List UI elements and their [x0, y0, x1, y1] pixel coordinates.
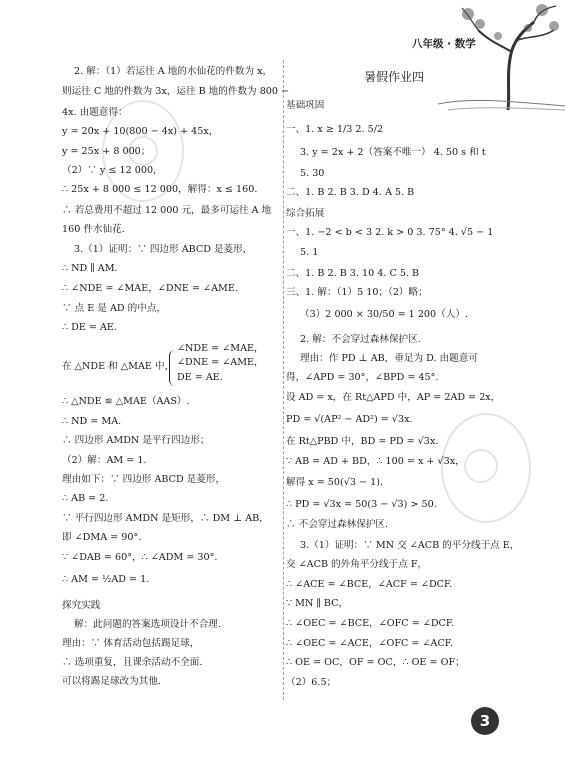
line-l03: 4x. 由题意得：	[62, 107, 128, 118]
line-r29: （2）6.5；	[286, 677, 337, 688]
line-r07: 一、1. −2 < b < 3 2. k > 0 3. 75° 4. √5 − 1	[286, 227, 494, 238]
line-l13: ∵ 点 E 是 AD 的中点，	[62, 303, 167, 314]
page-number-badge: 3	[471, 707, 499, 735]
line-r28: ∴ OE = OC，OF = OC，∴ OE = OF；	[286, 657, 465, 668]
line-l22: ∵ 平行四边形 AMDN 是矩形，∴ DM ⊥ AB，	[62, 513, 269, 524]
line-r24: ∴ ∠ACE = ∠BCE，∠ACF = ∠DCF.	[286, 579, 453, 590]
line-r11: （3）2 000 × 30/50 = 1 200（人）.	[300, 309, 468, 320]
line-l11: ∴ ND ∥ AM.	[62, 263, 118, 274]
line-l09: 160 件水仙花.	[62, 224, 125, 235]
line-r08: 5. 1	[300, 247, 319, 258]
watermark-stamp-right	[436, 408, 536, 528]
line-l29: ∴ 选项重复，且课余活动不全面.	[62, 657, 203, 668]
header-grade-subject: 八年级 · 数学	[412, 38, 476, 50]
line-r21: ∴ 不会穿过森林保护区.	[286, 519, 389, 530]
section-heading-practice: 探究实践	[62, 600, 101, 611]
line-l30: 可以将踢足球改为其他.	[62, 676, 161, 687]
line-r16: PD = √(AP² − AD²) = √3x.	[286, 414, 413, 425]
line-l05: y = 25x + 8 000；	[62, 146, 151, 157]
line-r17: 在 Rt△PBD 中，BD = PD = √3x.	[286, 436, 439, 447]
section-heading-basic: 基础巩固	[286, 100, 325, 111]
line-r20: ∴ PD = √3x = 50(3 − √3) > 50.	[286, 499, 437, 510]
line-l12: ∴ ∠NDE = ∠MAE，∠DNE = ∠AME.	[62, 283, 238, 294]
line-l01: 2. 解：（1）若运往 A 地的水仙花的件数为 x，	[74, 66, 273, 77]
line-r23: 交 ∠ACB 的外角平分线于点 F，	[286, 559, 428, 570]
line-l15c: ∠DNE = ∠AME，	[177, 357, 264, 368]
line-r09: 二、1. B 2. B 3. 10 4. C 5. B	[286, 268, 420, 279]
line-l17: ∴ ND = MA.	[62, 416, 122, 427]
line-l20: 理由如下：∵ 四边形 ABCD 是菱形，	[62, 474, 226, 485]
line-l25: ∴ AM = ½AD = 1.	[62, 574, 150, 585]
line-r03: 3. y = 2x + 2（答案不唯一） 4. 50 s 和 t	[300, 147, 486, 158]
line-r02: 一、1. x ≥ 1/3 2. 5/2	[286, 124, 384, 135]
line-r25: ∵ MN ∥ BC，	[286, 598, 349, 609]
section-heading-extension: 综合拓展	[286, 208, 325, 219]
line-l02: 则运往 C 地的件数为 3x，运往 B 地的件数为 800 −	[62, 86, 290, 97]
line-l19: （2）解：AM = 1.	[62, 455, 147, 466]
line-r10: 三、1. 解：（1）5 10；（2）略；	[286, 287, 428, 298]
line-l04: y = 20x + 10(800 − 4x) + 45x，	[62, 126, 219, 137]
line-l24: ∵ ∠DAB = 60°，∴ ∠ADM = 30°.	[62, 552, 218, 563]
line-r12: 2. 解：不会穿过森林保护区.	[300, 334, 421, 345]
line-l07: ∴ 25x + 8 000 ≤ 12 000，解得：x ≤ 160.	[62, 184, 258, 195]
line-l14: ∴ DE = AE.	[62, 322, 117, 333]
line-r04: 5. 30	[300, 168, 325, 179]
line-r14: 得，∠APD = 30°，∠BPD = 45°.	[286, 372, 439, 383]
line-l27: 解：此问题的答案选项设计不合理.	[74, 619, 221, 630]
line-l06: （2）∵ y ≤ 12 000，	[62, 165, 163, 176]
line-r27: ∴ ∠OEC = ∠ACE，∠OFC = ∠ACF.	[286, 638, 453, 649]
ink-tree-illustration	[438, 0, 565, 112]
line-l28: 理由：∵ 体育活动包括踢足球，	[62, 638, 200, 649]
line-r26: ∴ ∠OEC = ∠BCE，∠OFC = ∠DCF.	[286, 618, 455, 629]
line-r05: 二、1. B 2. B 3. D 4. A 5. B	[286, 187, 415, 198]
line-r13: 理由：作 PD ⊥ AB，垂足为 D. 由题意可	[300, 353, 478, 364]
line-l15d: DE = AE.	[177, 372, 223, 383]
line-l23: 即 ∠DMA = 90°.	[62, 532, 142, 543]
line-r22: 3.（1）证明：∵ MN 交 ∠ACB 的平分线于点 E，	[300, 540, 520, 551]
line-r19: 解得 x = 50(√3 − 1).	[286, 477, 383, 488]
line-l15a: 在 △NDE 和 △MAE 中，	[62, 361, 175, 372]
line-r15: 设 AD = x，在 Rt△APD 中，AP = 2AD = 2x，	[286, 392, 501, 403]
line-l21: ∴ AB = 2.	[62, 493, 109, 504]
line-l10: 3.（1）证明：∵ 四边形 ABCD 是菱形，	[74, 244, 253, 255]
line-l15b: ∠NDE = ∠MAE，	[177, 343, 264, 354]
line-l08: ∴ 若总费用不超过 12 000 元，最多可运往 A 地	[62, 205, 272, 216]
line-l16: ∴ △NDE ≌ △MAE（AAS）.	[62, 396, 190, 407]
section-title: 暑假作业四	[364, 70, 425, 84]
column-divider	[283, 60, 284, 700]
line-l18: ∴ 四边形 AMDN 是平行四边形；	[62, 435, 210, 446]
line-r18: ∵ AB = AD + BD，∴ 100 = x + √3x，	[286, 456, 465, 467]
